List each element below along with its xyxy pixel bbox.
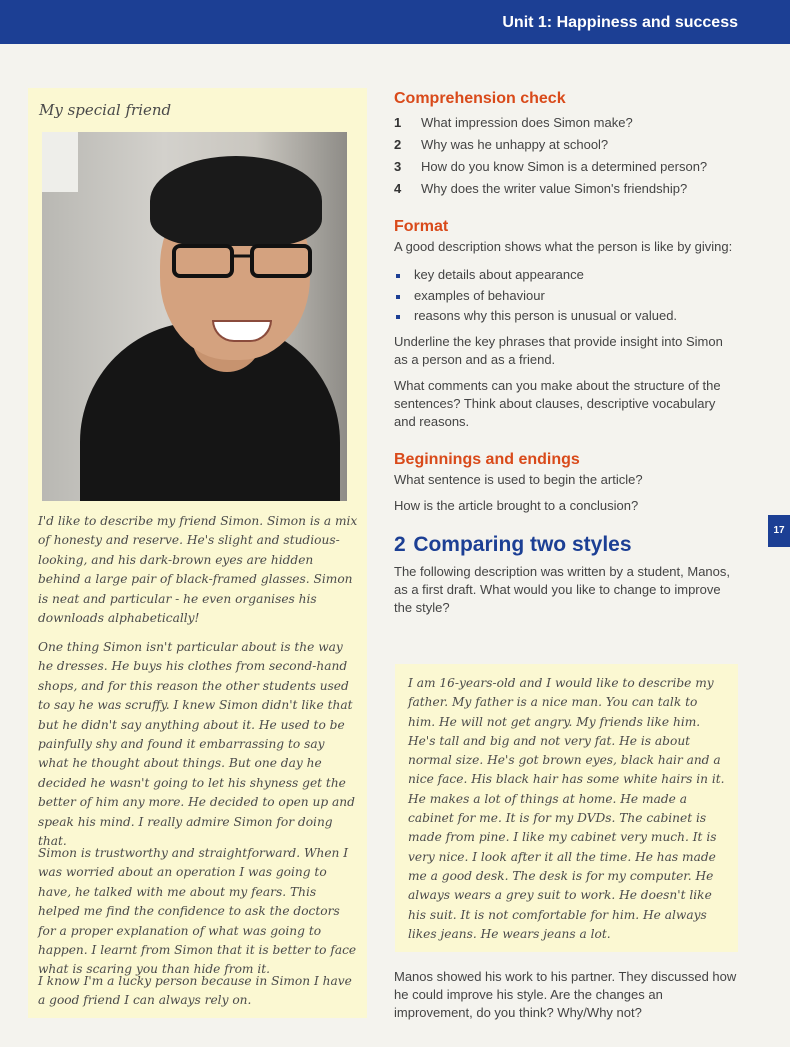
format-intro: A good description shows what the person is like by giving: (394, 239, 733, 254)
glasses-icon (168, 242, 318, 282)
paragraph-2: One thing Simon isn't particular about is the way he dresses. He buys his clothes from second-hand shops, and for this reason the other students used to say he was scruffy. I knew Simon didn't like that but he didn't say anything about it. He used to be painfully shy and found it embarrassing to say what he thought about things. But one day he decided he wasn't going to let his shyness get the better of him any more. He decided to open up and speak his mind. I really admire Simon for doing that. (38, 640, 355, 849)
comprehension-heading: Comprehension check (394, 90, 566, 107)
list-item: 1 What impression does Simon make? (394, 115, 633, 130)
section-2-title: 2 Comparing two styles (394, 532, 632, 556)
right-column (394, 88, 739, 617)
draft-text-box (395, 664, 738, 952)
list-item: 3 How do you know Simon is a determined person? (394, 159, 708, 174)
list-item: 4 Why does the writer value Simon's friendship? (394, 181, 688, 196)
paragraph-4: I know I'm a lucky person because in Simon I have a good friend I can always rely on. (38, 974, 352, 1008)
header-bar (0, 0, 790, 44)
section-2-outro: Manos showed his work to his partner. They discussed how he could improve his style. Are the changes an improvement, do you think? Why/Why not? (394, 969, 737, 1020)
list-item: 2 Why was he unhappy at school? (394, 137, 609, 152)
draft-text: I am 16-years-old and I would like to describe my father. My father is a nice man. You can talk to him. He will not get angry. My friends like him. He's tall and big and not very fat. He is about normal size. He's got brown eyes, black hair and a nice face. His black hair has some white hairs in it. He makes a lot of things at home. He made a cabinet for me. It is for my DVDs. The cabinet is made from pine. I like my cabinet very much. It is very nice. I look after it all the time. He has made me a good desk. The desk is for my computer. He always wears a grey suit to work. He doesn't like his suit. It is not comfortable for him. He always likes jeans. He wears jeans a lot. (408, 676, 725, 941)
format-para-2: What comments can you make about the structure of the sentences? Think about clauses, descriptive vocabulary and reasons. (394, 377, 721, 429)
model-text-box (28, 88, 367, 1018)
list-item: examples of behaviour (394, 286, 739, 307)
beginnings-q1: What sentence is used to begin the article? (394, 471, 643, 487)
beginnings-q2: How is the article brought to a conclusion? (394, 497, 639, 513)
format-heading: Format (394, 218, 449, 235)
box-title: My special friend (39, 101, 172, 119)
list-item: reasons why this person is unusual or valued. (394, 306, 739, 327)
section-2-intro: The following description was written by a student, Manos, as a first draft. What would you like to change to improve the style? (394, 563, 731, 615)
format-bullets (394, 265, 739, 327)
format-para-1: Underline the key phrases that provide insight into Simon as a person and as a friend. (394, 333, 723, 367)
list-item: key details about appearance (394, 265, 739, 286)
paragraph-3: Simon is trustworthy and straightforward. When I was worried about an operation I was going to have, he talked with me about my fears. This helped me find the confidence to ask the doctors for a proper explanation of what was going to happen. I learnt from Simon that it is better to face what is scaring you than hide from it. (38, 846, 357, 977)
page-number: 17 (768, 515, 790, 547)
portrait-photo (42, 132, 347, 501)
unit-title: Unit 1: Happiness and success (502, 14, 738, 31)
comprehension-questions (394, 112, 739, 200)
beginnings-heading: Beginnings and endings (394, 450, 580, 468)
paragraph-1: I'd like to describe my friend Simon. Simon is a mix of honesty and reserve. He's slight and studious-looking, and his dark-brown eyes are hidden behind a large pair of black-framed glasses. Simon is neat and particular - he even organises his downloads alphabetically! (38, 514, 358, 626)
